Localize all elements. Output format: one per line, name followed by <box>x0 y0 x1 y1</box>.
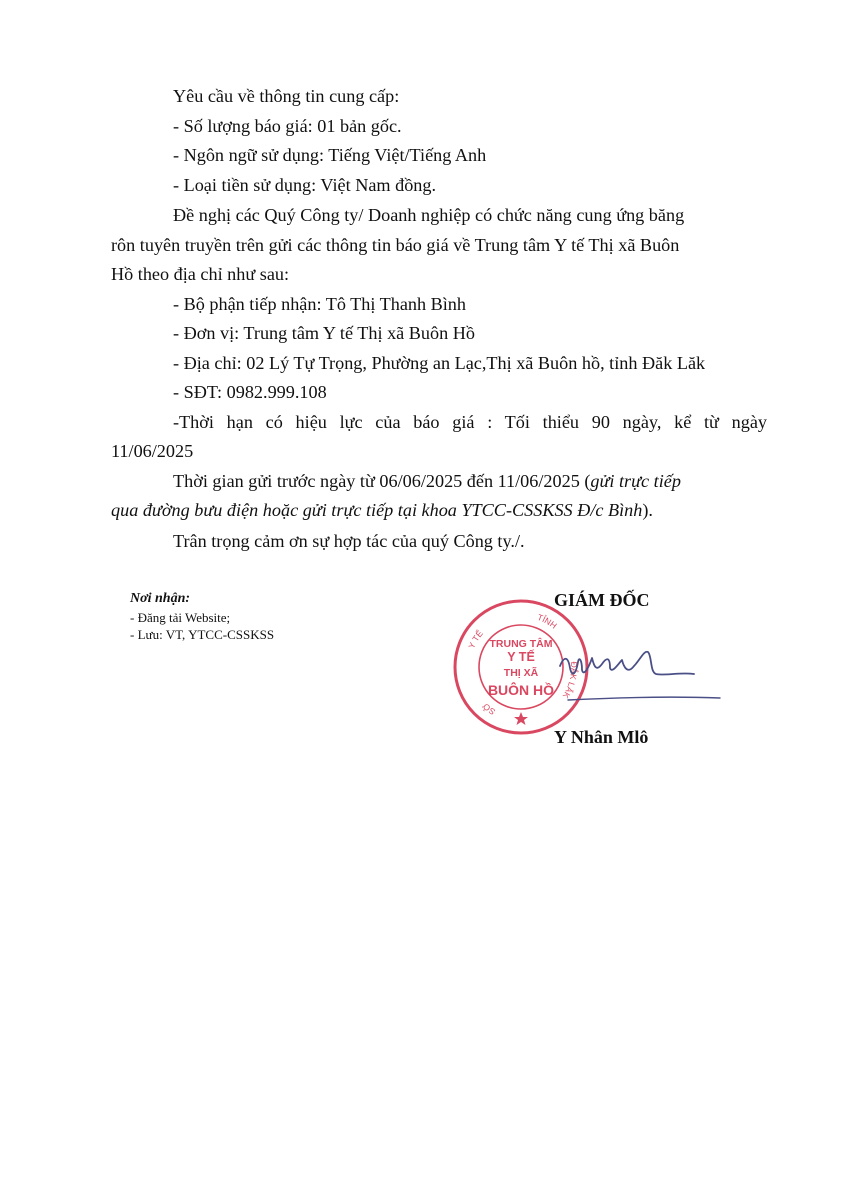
submission-method-line <box>111 499 653 521</box>
signer-title: GIÁM ĐỐC <box>554 590 650 610</box>
recipient-item: - Đăng tải Website; <box>130 610 231 625</box>
request-paragraph-line-1: Đề nghị các Quý Công ty/ Doanh nghiệp có chức năng cung ứng băng <box>173 205 685 225</box>
svg-text:TỈNH <box>536 612 559 631</box>
unit-line: - Đơn vị: Trung tâm Y tế Thị xã Buôn Hồ <box>173 323 475 343</box>
seal-line-2: Y TẾ <box>507 650 535 664</box>
seal-outer-right: ĐẮK LẮK <box>560 661 580 701</box>
seal-line-3: THỊ XÃ <box>503 667 539 679</box>
submission-method-italic: gửi trực tiếp <box>590 471 681 491</box>
seal-outer-bottom: SỞ <box>480 701 498 718</box>
recipient-item: - Lưu: VT, YTCC-CSSKSS <box>130 627 275 642</box>
language-line: - Ngôn ngữ sử dụng: Tiếng Việt/Tiếng Anh <box>173 145 487 165</box>
seal-line-1: TRUNG TÂM <box>489 638 553 650</box>
svg-text:SỞ <box>479 700 498 718</box>
submission-time-line <box>173 470 681 492</box>
thanks-line: Trân trọng cảm ơn sự hợp tác của quý Công ty./. <box>173 531 525 551</box>
signer-name: Y Nhân Mlô <box>554 727 649 747</box>
request-paragraph-line-3: Hồ theo địa chỉ như sau: <box>111 264 290 284</box>
phone-line: - SĐT: 0982.999.108 <box>173 382 327 402</box>
validity-date-line: 11/06/2025 <box>111 441 194 461</box>
requirements-heading: Yêu cầu về thông tin cung cấp: <box>173 86 400 106</box>
recipients-title: Nơi nhận: <box>130 591 191 606</box>
validity-line: -Thời hạn có hiệu lực của báo giá : Tối thiểu 90 ngày, kể từ ngày <box>173 412 767 432</box>
receiving-department-line: - Bộ phận tiếp nhận: Tô Thị Thanh Bình <box>173 294 466 314</box>
seal-outer-left: Y TẾ <box>466 628 485 651</box>
seal-outer-top: TỈNH <box>536 611 559 631</box>
submission-close-paren: ). <box>642 500 653 520</box>
submission-time-text: Thời gian gửi trước ngày từ 06/06/2025 đến 11/06/2025 ( <box>173 471 591 491</box>
address-line: - Địa chỉ: 02 Lý Tự Trọng, Phường an Lạc,Thị xã Buôn hồ, tỉnh Đăk Lăk <box>173 353 706 373</box>
seal-star-icon <box>514 712 528 725</box>
submission-method-italic-cont: qua đường bưu điện hoặc gửi trực tiếp tại khoa YTCC-CSSKSS Đ/c Bình <box>111 500 643 520</box>
seal-line-4: BUÔN HỒ <box>487 682 555 698</box>
request-paragraph-line-2: rôn tuyên truyền trên gửi các thông tin báo giá về Trung tâm Y tế Thị xã Buôn <box>111 235 680 255</box>
currency-line: - Loại tiền sử dụng: Việt Nam đồng. <box>173 175 437 195</box>
svg-text:Y TẾ <box>466 628 485 650</box>
handwritten-signature <box>548 634 728 714</box>
quote-count-line: - Số lượng báo giá: 01 bản gốc. <box>173 116 402 136</box>
